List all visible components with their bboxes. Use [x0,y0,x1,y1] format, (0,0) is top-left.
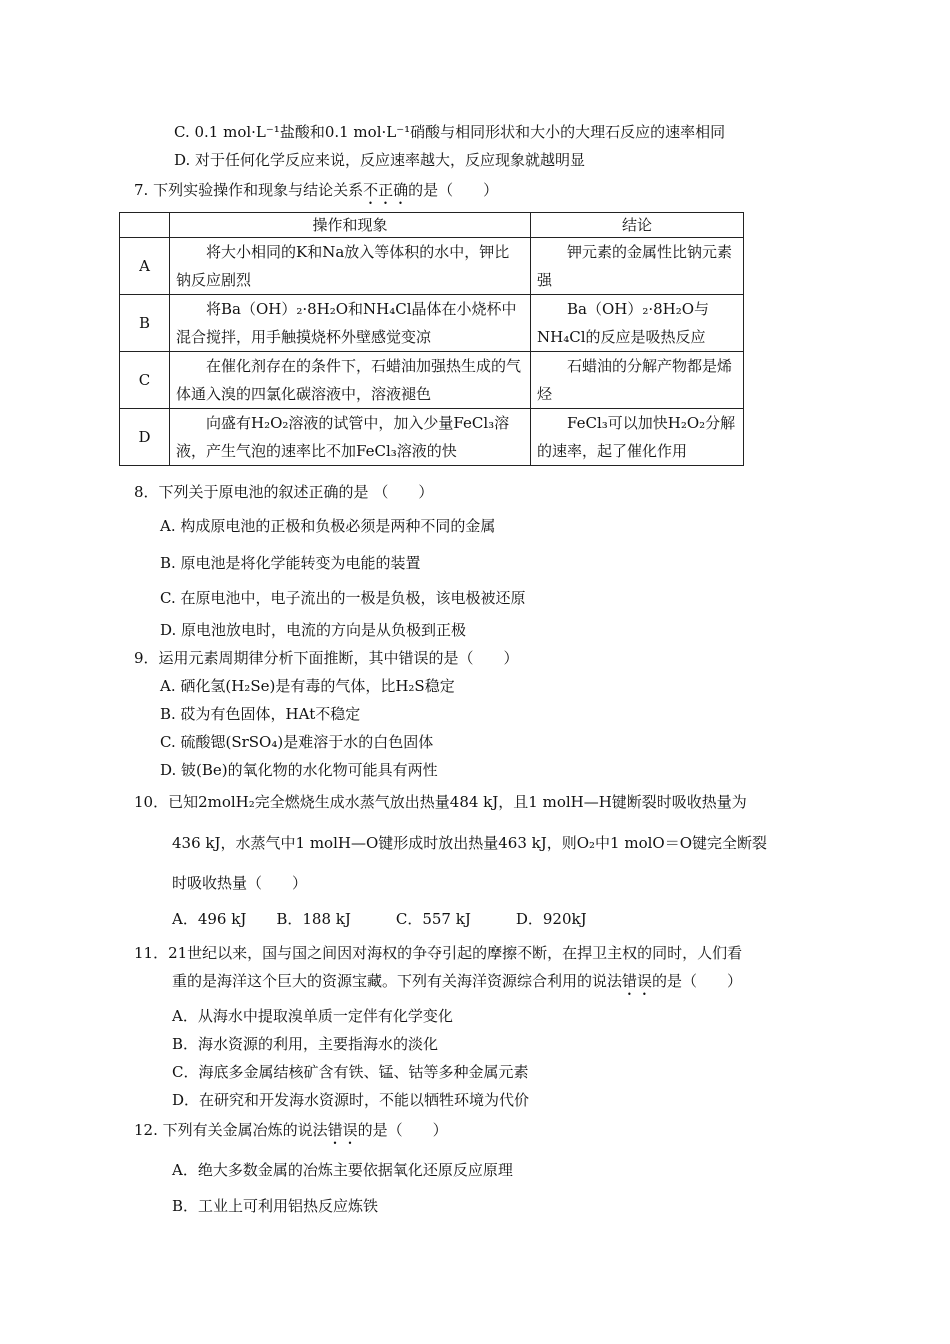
q8-stem: 8．下列关于原电池的叙述正确的是 （ ） [134,483,434,501]
q12-stem-emphasis: 错误 [327,1121,358,1139]
q6-option-c: C. 0.1 mol·L⁻¹盐酸和0.1 mol·L⁻¹硝酸与相同形状和大小的大理石反应的速率相同 [174,123,726,141]
q12-stem-post: 的是（ ） [357,1121,448,1139]
q10-line-2: 436 kJ，水蒸气中1 molH—O键形成时放出热量463 kJ，则O₂中1 molO＝O键完全断裂 [172,834,768,852]
q8-option-b: B. 原电池是将化学能转变为电能的装置 [160,554,421,572]
q7-row-operation: 将Ba（OH）₂·8H₂O和NH₄Cl晶体在小烧杯中混合搅拌，用手触摸烧杯外壁感觉变凉 [170,295,531,352]
q12-option-a: A．绝大多数金属的冶炼主要依据氧化还原反应原理 [172,1161,513,1179]
q7-table-header [120,213,744,238]
q7-row-conclusion: 钾元素的金属性比钠元素强 [531,238,744,295]
q8-option-c: C. 在原电池中，电子流出的一极是负极，该电极被还原 [160,589,526,607]
q12-option-b: B．工业上可利用铝热反应炼铁 [172,1197,379,1215]
q7-row-conclusion: Ba（OH）₂·8H₂O与NH₄Cl的反应是吸热反应 [531,295,744,352]
q7-stem-post: 的是（ ） [408,181,499,199]
q7-row-operation: 将大小相同的K和Na放入等体积的水中，钾比钠反应剧烈 [170,238,531,295]
q7-row-label: A [120,238,170,295]
q9-stem: 9．运用元素周期律分析下面推断，其中错误的是（ ） [134,649,519,667]
q7-row-label: C [120,352,170,409]
q7-header-blank [120,213,170,238]
q10-options: A．496 kJ B．188 kJ C．557 kJ D．920kJ [172,910,587,928]
q9-option-b: B. 砹为有色固体，HAt不稳定 [160,705,361,723]
q8-option-d: D. 原电池放电时，电流的方向是从负极到正极 [160,621,467,639]
q9-option-a: A. 硒化氢(H₂Se)是有毒的气体，比H₂S稳定 [160,677,455,695]
table-row [120,295,744,352]
q7-row-operation: 在催化剂存在的条件下，石蜡油加强热生成的气体通入溴的四氯化碳溶液中，溶液褪色 [170,352,531,409]
q11-option-d: D．在研究和开发海水资源时，不能以牺牲环境为代价 [172,1091,530,1109]
q11-line-2-post: 的是（ ） [652,972,743,990]
q7-row-conclusion: FeCl₃可以加快H₂O₂分解的速率，起了催化作用 [531,409,744,466]
q6-option-d: D. 对于任何化学反应来说，反应速率越大，反应现象就越明显 [174,151,586,169]
q11-option-b: B．海水资源的利用，主要指海水的淡化 [172,1035,439,1053]
q12-stem-pre: 12. 下列有关金属冶炼的说法 [134,1121,328,1139]
q7-table [119,212,744,466]
q7-stem [134,180,498,208]
table-row [120,409,744,466]
table-row [120,352,744,409]
q10-line-3: 时吸收热量（ ） [172,874,308,892]
q11-line-2-emphasis: 错误 [622,972,653,990]
q12-stem [134,1120,448,1148]
q11-line-2-pre: 重的是海洋这个巨大的资源宝藏。下列有关海洋资源综合利用的说法 [172,972,623,990]
q7-row-label: B [120,295,170,352]
q10-line-1: 10．已知2molH₂完全燃烧生成水蒸气放出热量484 kJ，且1 molH—H键断裂时吸收热量为 [134,793,747,811]
q7-row-operation: 向盛有H₂O₂溶液的试管中，加入少量FeCl₃溶液，产生气泡的速率比不加FeCl₃溶液的快 [170,409,531,466]
q11-option-c: C．海底多金属结核矿含有铁、锰、钴等多种金属元素 [172,1063,529,1081]
q7-header-conclusion: 结论 [531,213,744,238]
q7-row-conclusion: 石蜡油的分解产物都是烯烃 [531,352,744,409]
q11-option-a: A．从海水中提取溴单质一定伴有化学变化 [172,1007,453,1025]
table-row [120,238,744,295]
q8-option-a: A. 构成原电池的正极和负极必须是两种不同的金属 [160,517,496,535]
q7-header-operation: 操作和现象 [170,213,531,238]
q7-stem-emphasis: 不正确 [363,181,409,199]
q9-option-d: D. 铍(Be)的氧化物的水化物可能具有两性 [160,761,438,779]
q11-line-2 [172,971,742,999]
q11-line-1: 11．21世纪以来，国与国之间因对海权的争夺引起的摩擦不断，在捍卫主权的同时，人们看 [134,944,743,962]
q7-stem-pre: 7. 下列实验操作和现象与结论关系 [134,181,364,199]
q9-option-c: C. 硫酸锶(SrSO₄)是难溶于水的白色固体 [160,733,434,751]
q7-row-label: D [120,409,170,466]
